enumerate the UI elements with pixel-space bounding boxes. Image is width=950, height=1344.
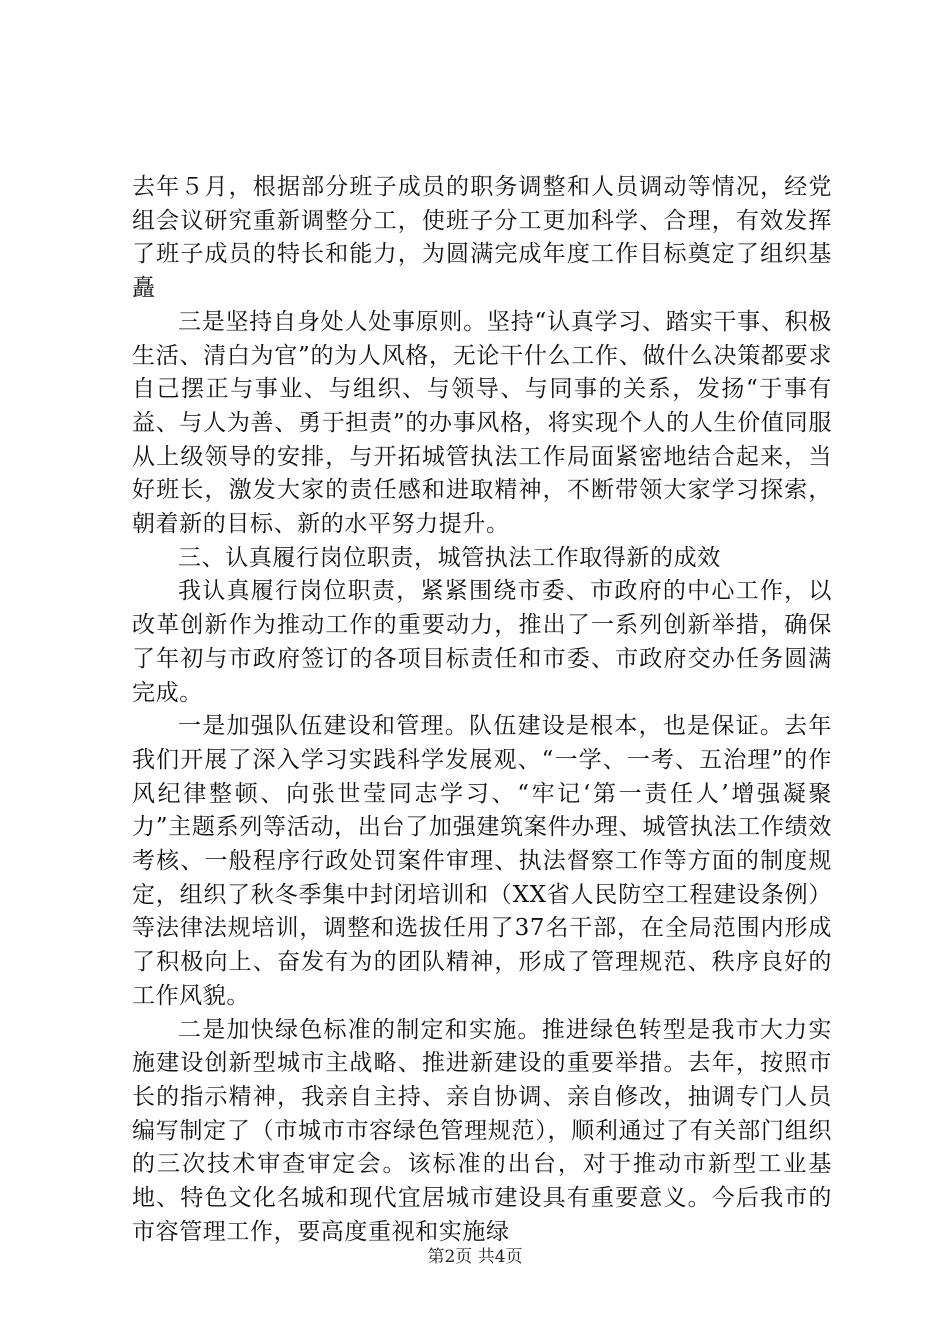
paragraph-green-standard: 二是加快绿色标准的制定和实施。推进绿色转型是我市大力实施建设创新型城市主战略、推进新建设的重要举措。去年，按照市长的指示精神，我亲自主持、亲自协调、亲自修改，抽调专门人员编写制定了（市城市市容绿色管理规范），顺利通过了有关部门组织的三次技术审查审定会。该标准的出台，对于推动市新型工业基地、特色文化名城和现代宜居城市建设具有重要意义。今后我市的市容管理工作，要高度重视和实施绿	[132, 1016, 832, 1245]
page-number-footer: 第2页 共4页	[427, 1247, 523, 1267]
paragraph-principles: 三是坚持自身处人处事原则。坚持“认真学习、踏实干事、积极生活、清白为官”的为人风格，无论干什么工作、做什么决策都要求自己摆正与事业、与组织、与领导、与同事的关系，发扬“于事有益、与人为善、勇于担责”的办事风格，将实现个人的人生价值同服从上级领导的安排，与开拓城管执法工作局面紧密地结合起来，当好班长，激发大家的责任感和进取精神，不断带领大家学习探索，朝着新的目标、新的水平努力提升。	[132, 308, 832, 538]
paragraph-duties-intro: 我认真履行岗位职责，紧紧围绕市委、市政府的中心工作，以改革创新作为推动工作的重要动力，推出了一系列创新举措，确保了年初与市政府签订的各项目标责任和市委、市政府交办任务圆满完成。	[132, 578, 832, 706]
section-heading-duties: 三、认真履行岗位职责，城管执法工作取得新的成效	[178, 544, 721, 571]
document-body	[132, 171, 832, 1250]
paragraph-team-building: 一是加强队伍建设和管理。队伍建设是根本，也是保证。去年我们开展了深入学习实践科学发展观、“一学、一考、五治理”的作风纪律整顿、向张世莹同志学习、“牢记‘第一责任人’增强凝聚力”主题系列等活动，出台了加强建筑案件办理、城管执法工作绩效考核、一般程序行政处罚案件审理、执法督察工作等方面的制度规定，组织了秋冬季集中封闭培训和（XX省人民防空工程建设条例）等法律法规培训，调整和选拔任用了37名干部，在全局范围内形成了积极向上、奋发有为的团队精神，形成了管理规范、秩序良好的工作风貌。	[132, 713, 832, 1009]
paragraph-continuation: 去年５月，根据部分班子成员的职务调整和人员调动等情况，经党组会议研究重新调整分工，使班子分工更加科学、合理，有效发挥了班子成员的特长和能力，为圆满完成年度工作目标奠定了组织基矗	[132, 174, 832, 302]
